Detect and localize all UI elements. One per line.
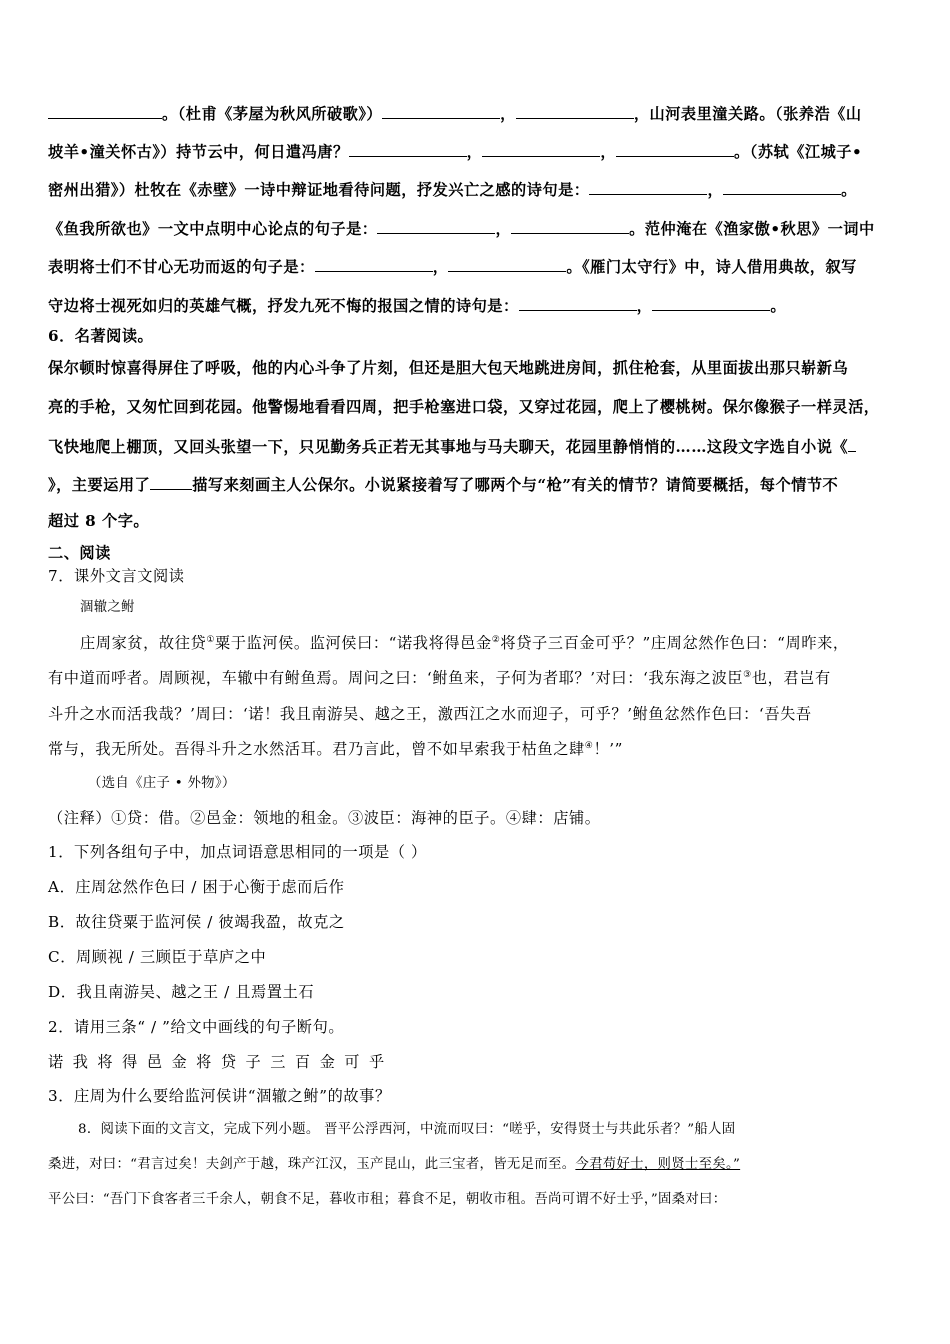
answer-blank xyxy=(48,105,162,119)
option-a: A．庄周忿然作色曰 / 困于心衡于虑而后作 xyxy=(48,878,345,896)
answer-blank xyxy=(589,181,707,195)
answer-blank xyxy=(448,258,566,272)
q8-line: 8．阅读下面的文言文，完成下列小题。 晋平公浮西河，中流而叹曰：“嗟乎，安得贤士与共此乐者？”船人固 xyxy=(78,1122,736,1137)
passage-source: （选自《庄子 • 外物》） xyxy=(88,776,236,791)
underlined-sentence: 今君苟好士，则贤士至矣。” xyxy=(575,1157,741,1172)
q5-line-6: 守边将士视死如归的英雄气概，抒发九死不悔的报国之情的诗句是： ， 。 xyxy=(48,297,786,315)
option-d: D．我且南游吴、越之王 / 且焉置土石 xyxy=(48,983,315,1001)
sentence-to-punctuate: 诺我将得邑金将贷子三百金可乎 xyxy=(48,1053,394,1071)
q6-question-line: 》，主要运用了 描写来刻画主人公保尔。小说紧接着写了哪两个与“枪”有关的情节？请简要概括，每个情节不 xyxy=(48,476,839,494)
option-c: C．周顾视 / 三顾臣于草庐之中 xyxy=(48,948,267,966)
q5-line-2: 坡羊•潼关怀古》）持节云中，何日遣冯唐？ ， ， 。（苏轼《江城子• xyxy=(48,143,863,161)
q6-question-line: 超过 8 个字。 xyxy=(48,512,150,530)
sub-question-2: 2．请用三条“ / ”给文中画线的句子断句。 xyxy=(48,1018,345,1036)
answer-blank xyxy=(848,438,856,452)
answer-blank xyxy=(315,258,433,272)
q6-passage-line: 飞快地爬上棚顶，又回头张望一下，只见勤务兵正若无其事地与马夫聊天，花园里静悄悄的……这段文字选自小说《 xyxy=(48,438,856,455)
q5-line-4: 《鱼我所欲也》一文中点明中心论点的句子是： ， 。范仲淹在《渔家傲•秋思》一词中 xyxy=(48,220,875,238)
q6-passage-line: 保尔顿时惊喜得屏住了呼吸，他的内心斗争了片刻，但还是胆大包天地跳进房间，抓住枪套，从里面拔出那只崭新乌 xyxy=(48,359,849,377)
sub-question-1: 1．下列各组句子中，加点词语意思相同的一项是（ ） xyxy=(48,843,427,861)
answer-blank xyxy=(150,476,192,490)
q8-line: 平公曰：“吾门下食客者三千余人，朝食不足，暮收市租；暮食不足，朝收市租。吾尚可谓不好士乎，”固桑对曰： xyxy=(48,1192,727,1207)
answer-blank xyxy=(616,143,734,157)
answer-blank xyxy=(382,105,500,119)
q5-line-5: 表明将士们不甘心无功而返的句子是： ， 。《雁门太守行》中，诗人借用典故，叙写 xyxy=(48,258,857,276)
answer-blank xyxy=(349,143,467,157)
answer-blank xyxy=(482,143,600,157)
passage-line: 常与，我无所处。吾得斗升之水然活耳。君乃言此，曾不如早索我于枯鱼之肆④！’” xyxy=(48,740,624,758)
answer-blank xyxy=(511,220,629,234)
q5-line-1: 。（杜甫《茅屋为秋风所破歌》） ， ，山河表里潼关路。（张养浩《山 xyxy=(48,105,862,122)
section-heading: 二、阅读 xyxy=(48,544,111,562)
q6-passage-line: 亮的手枪，又匆忙回到花园。他警惕地看看四周，把手枪塞进口袋，又穿过花园，爬上了樱桃树。保尔像猴子一样灵活， xyxy=(48,398,880,416)
answer-blank xyxy=(652,297,770,311)
passage-line: 有中道而呼者。周顾视，车辙中有鲋鱼焉。周问之曰：‘鲋鱼来，子何为者耶？’对曰：‘我东海之波臣③也，君岂有 xyxy=(48,669,831,687)
passage-line: 庄周家贫，故往贷①粟于监河侯。监河侯曰：“诺我将得邑金②将贷子三百金可乎？”庄周忿然作色曰：“周昨来， xyxy=(80,634,849,652)
q5-line-3: 密州出猎》）杜牧在《赤壁》一诗中辩证地看待问题，抒发兴亡之感的诗句是： ， 。 xyxy=(48,181,857,199)
option-b: B．故往贷粟于监河侯 / 彼竭我盈，故克之 xyxy=(48,913,345,931)
passage-title: 涸辙之鲋 xyxy=(80,600,135,615)
answer-blank xyxy=(723,181,841,195)
sub-question-3: 3．庄周为什么要给监河侯讲“涸辙之鲋”的故事？ xyxy=(48,1087,391,1105)
q7-title: 7．课外文言文阅读 xyxy=(48,567,185,585)
answer-blank xyxy=(516,105,634,119)
passage-notes: （注释）①贷：借。②邑金：领地的租金。③波臣：海神的臣子。④肆：店铺。 xyxy=(48,809,601,827)
answer-blank xyxy=(519,297,637,311)
answer-blank xyxy=(377,220,495,234)
q6-title: 6．名著阅读。 xyxy=(48,327,154,345)
q8-line: 桑进，对曰：“君言过矣！夫剑产于越，珠产江汉，玉产昆山，此三宝者，皆无足而至。今君苟好士，则贤士至矣。” xyxy=(48,1157,741,1172)
passage-line: 斗升之水而活我哉？’周曰：‘诺！我且南游吴、越之王，激西江之水而迎子，可乎？’鲋鱼忿然作色曰：‘吾失吾 xyxy=(48,705,812,723)
